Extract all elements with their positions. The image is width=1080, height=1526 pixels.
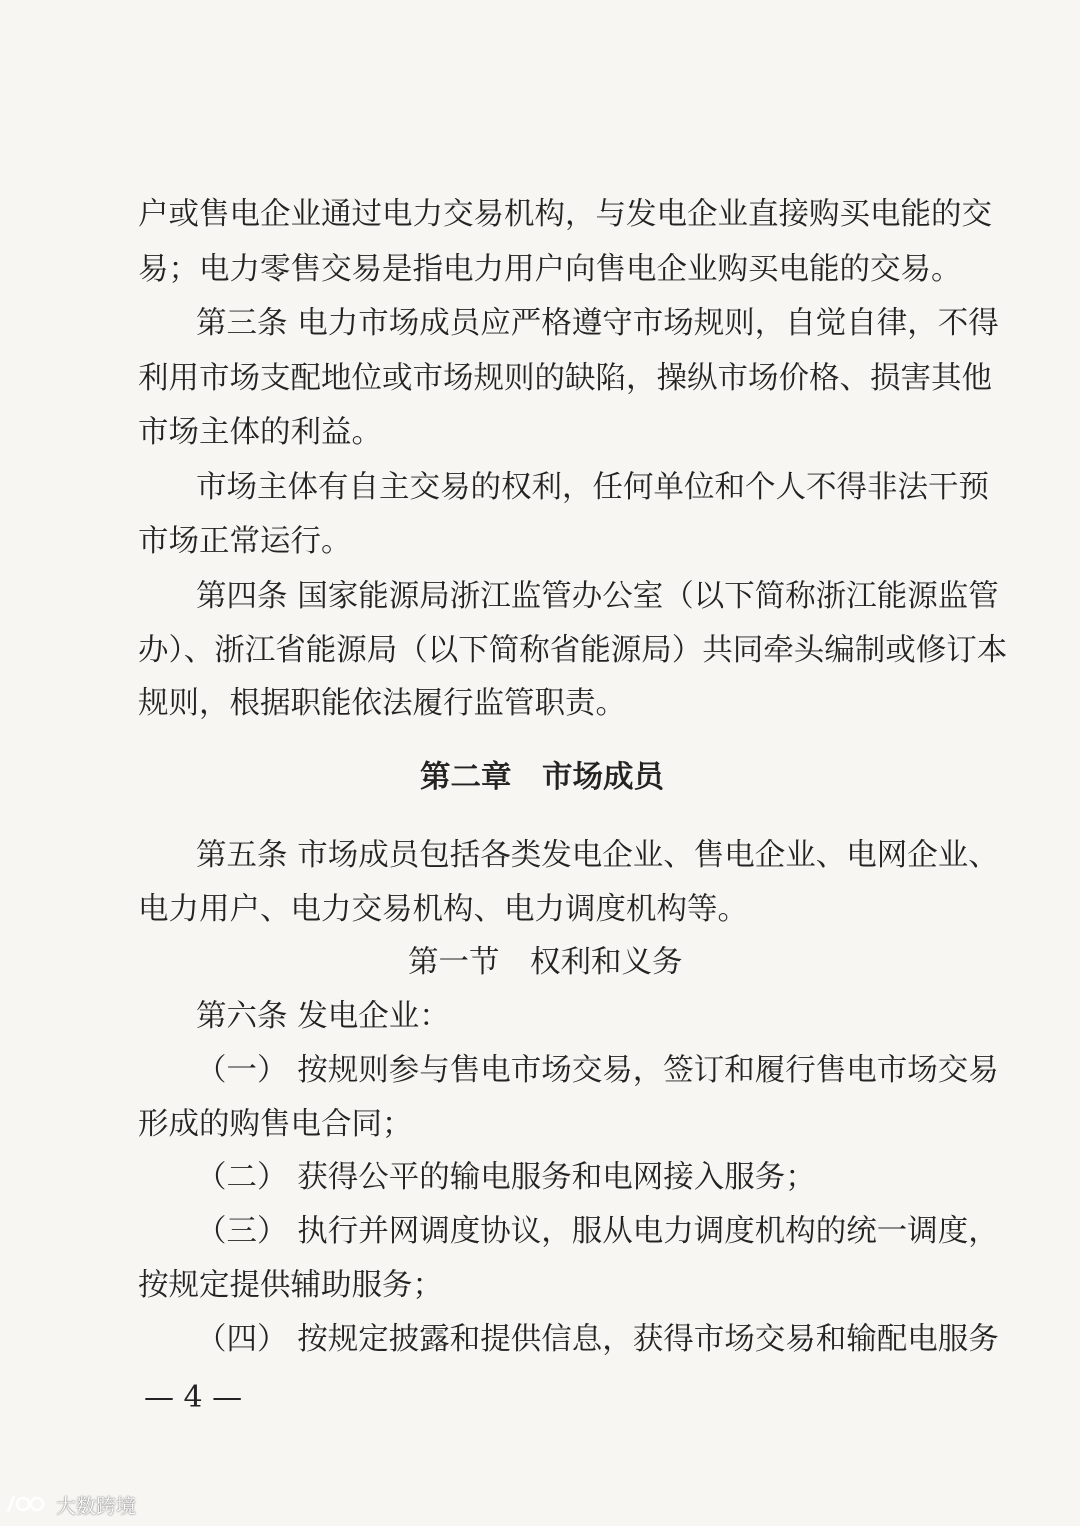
paragraph-line: 市场主体的利益。 xyxy=(138,415,382,450)
list-item: （四） 按规定披露和提供信息，获得市场交易和输配电服务 xyxy=(196,1322,999,1357)
paragraph-line: 利用市场支配地位或市场规则的缺陷，操纵市场价格、损害其他 xyxy=(138,361,992,396)
paragraph-line: 市场正常运行。 xyxy=(138,524,352,559)
paragraph-line: 易；电力零售交易是指电力用户向售电企业购买电能的交易。 xyxy=(138,252,962,287)
paragraph-line: 规则，根据职能依法履行监管职责。 xyxy=(138,686,626,721)
watermark xyxy=(6,1490,136,1518)
chapter-title: 第二章 市场成员 xyxy=(420,760,664,795)
paragraph-line: 市场主体有自主交易的权利，任何单位和个人不得非法干预 xyxy=(196,470,989,505)
page-number: — 4 — xyxy=(144,1380,243,1415)
paragraph-line: 第六条 发电企业： xyxy=(196,999,450,1034)
paragraph-line: 按规定提供辅助服务； xyxy=(138,1268,443,1303)
list-item: （三） 执行并网调度协议，服从电力调度机构的统一调度， xyxy=(196,1214,999,1249)
paragraph-line: 电力用户、电力交易机构、电力调度机构等。 xyxy=(138,892,748,927)
paragraph-line: 第五条 市场成员包括各类发电企业、售电企业、电网企业、 xyxy=(196,838,999,873)
paragraph-line: 形成的购售电合同； xyxy=(138,1107,413,1142)
section-title: 第一节 权利和义务 xyxy=(408,945,683,980)
watermark-text: 大数跨境 xyxy=(56,1493,136,1518)
paragraph-line: 第三条 电力市场成员应严格遵守市场规则，自觉自律，不得 xyxy=(196,306,999,341)
paragraph-line: 户或售电企业通过电力交易机构，与发电企业直接购买电能的交 xyxy=(138,197,992,232)
logo-icon xyxy=(6,1492,50,1516)
paragraph-line: 第四条 国家能源局浙江监管办公室（以下简称浙江能源监管 xyxy=(196,579,999,614)
list-item: （一） 按规则参与售电市场交易，签订和履行售电市场交易 xyxy=(196,1053,999,1088)
list-item: （二） 获得公平的输电服务和电网接入服务； xyxy=(196,1160,816,1195)
paragraph-line: 办）、浙江省能源局（以下简称省能源局）共同牵头编制或修订本 xyxy=(138,633,1008,668)
